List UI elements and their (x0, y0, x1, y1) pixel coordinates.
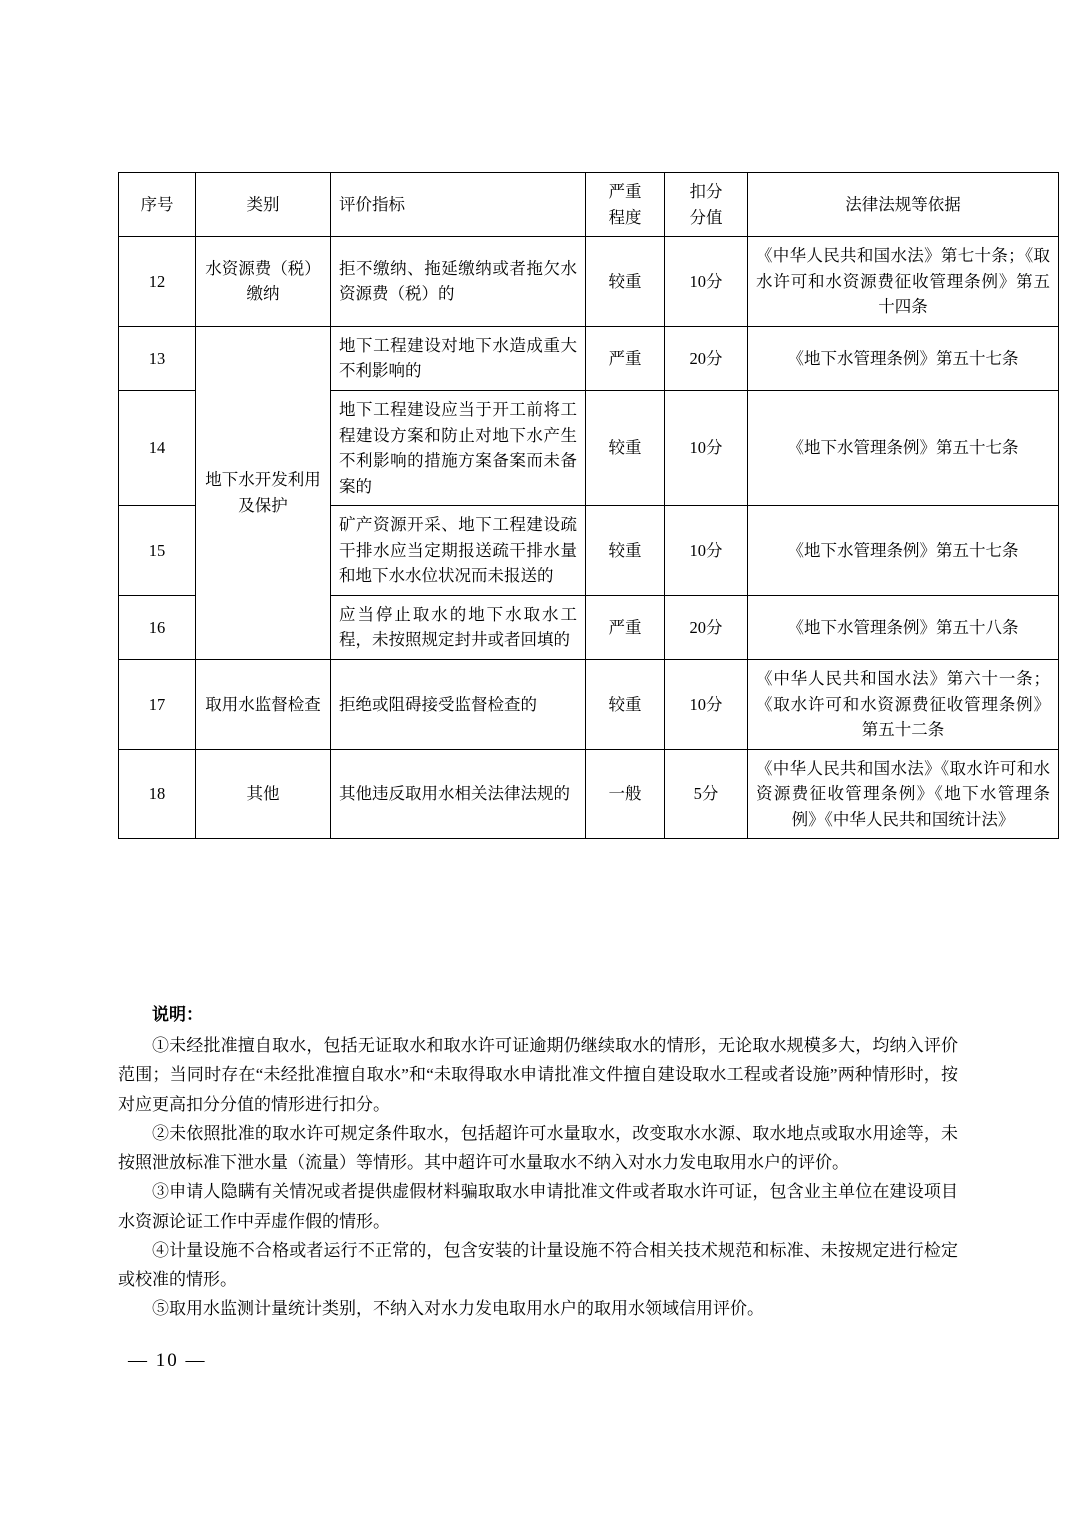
row-indicator: 拒绝或阻碍接受监督检查的 (331, 660, 586, 750)
note-item-3: ③申请人隐瞒有关情况或者提供虚假材料骗取取水申请批准文件或者取水许可证，包含业主单位在建设项目水资源论证工作中弄虚作假的情形。 (118, 1182, 958, 1231)
row-no: 12 (119, 237, 196, 327)
row-legal-basis: 《中华人民共和国水法》第七十条；《取水许可和水资源费征收管理条例》第五十四条 (748, 237, 1059, 327)
row-indicator: 地下工程建设应当于开工前将工程建设方案和防止对地下水产生不利影响的措施方案备案而未备案的 (331, 390, 586, 505)
header-score-line1: 扣分 (689, 182, 723, 201)
row-legal-basis: 《地下水管理条例》第五十七条 (748, 326, 1059, 390)
note-item-2: ②未依照批准的取水许可规定条件取水，包括超许可水量取水，改变取水水源、取水地点或取水用途等，未按照泄放标准下泄水量（流量）等情形。其中超许可水量取水不纳入对水力发电取用水户的评价。 (118, 1123, 958, 1173)
row-severity: 一般 (586, 749, 665, 839)
evaluation-table-wrapper (118, 172, 1050, 839)
row-no: 15 (119, 506, 196, 596)
note-item-5: ⑤取用水监测计量统计类别，不纳入对水力发电取用水户的取用水领域信用评价。 (152, 1299, 764, 1319)
row-score: 20分 (665, 595, 748, 659)
row-legal-basis: 《地下水管理条例》第五十八条 (748, 595, 1059, 659)
row-severity: 较重 (586, 506, 665, 596)
table-header-row (119, 173, 1059, 237)
row-no: 14 (119, 390, 196, 505)
note-item-1: ①未经批准擅自取水，包括无证取水和取水许可证逾期仍继续取水的情形，无论取水规模多大，均纳入评价范围；当同时存在“未经批准擅自取水”和“未取得取水申请批准文件擅自建设取水工程或者设施”两种情形时，按对应更高扣分分值的情形进行扣分。 (118, 1036, 958, 1114)
header-severity (586, 173, 665, 237)
header-score (665, 173, 748, 237)
page-number: — 10 — (128, 1350, 207, 1371)
row-indicator: 应当停止取水的地下水取水工程，未按照规定封井或者回填的 (331, 595, 586, 659)
row-no: 13 (119, 326, 196, 390)
table-row (119, 326, 1059, 390)
header-severity-line2: 程度 (608, 207, 642, 227)
row-legal-basis: 《地下水管理条例》第五十七条 (748, 506, 1059, 596)
row-score: 10分 (665, 390, 748, 505)
row-score: 20分 (665, 326, 748, 390)
row-category: 其他 (196, 749, 331, 839)
row-indicator: 矿产资源开采、地下工程建设疏干排水应当定期报送疏干排水量和地下水水位状况而未报送的 (331, 506, 586, 596)
table-body (119, 237, 1059, 839)
row-category: 水资源费（税）缴纳 (196, 237, 331, 327)
evaluation-table (118, 172, 1059, 839)
row-score: 5分 (665, 749, 748, 839)
row-score: 10分 (665, 237, 748, 327)
table-row (119, 237, 1059, 327)
row-indicator: 拒不缴纳、拖延缴纳或者拖欠水资源费（税）的 (331, 237, 586, 327)
header-severity-line1: 严重 (608, 182, 642, 201)
header-legal-basis: 法律法规等依据 (748, 173, 1059, 237)
row-no: 17 (119, 660, 196, 750)
row-legal-basis: 《中华人民共和国水法》第六十一条；《取水许可和水资源费征收管理条例》第五十二条 (748, 660, 1059, 750)
row-no: 16 (119, 595, 196, 659)
row-indicator: 地下工程建设对地下水造成重大不利影响的 (331, 326, 586, 390)
row-no: 18 (119, 749, 196, 839)
row-severity: 较重 (586, 660, 665, 750)
row-severity: 严重 (586, 326, 665, 390)
row-category: 取用水监督检查 (196, 660, 331, 750)
table-header (119, 173, 1059, 237)
row-score: 10分 (665, 660, 748, 750)
note-item-4: ④计量设施不合格或者运行不正常的，包含安装的计量设施不符合相关技术规范和标准、未按规定进行检定或校准的情形。 (118, 1240, 958, 1290)
header-category: 类别 (196, 173, 331, 237)
header-score-line2: 分值 (689, 207, 723, 227)
header-no: 序号 (119, 173, 196, 237)
row-score: 10分 (665, 506, 748, 596)
header-indicator: 评价指标 (331, 173, 586, 237)
table-row (119, 660, 1059, 750)
row-legal-basis: 《地下水管理条例》第五十七条 (748, 390, 1059, 505)
row-severity: 严重 (586, 595, 665, 659)
row-severity: 较重 (586, 237, 665, 327)
notes-title: 说明： (152, 1005, 203, 1024)
notes-section (118, 1000, 958, 1324)
row-indicator: 其他违反取用水相关法律法规的 (331, 749, 586, 839)
row-severity: 较重 (586, 390, 665, 505)
row-category: 地下水开发利用及保护 (196, 326, 331, 659)
table-row (119, 749, 1059, 839)
row-legal-basis: 《中华人民共和国水法》《取水许可和水资源费征收管理条例》《地下水管理条例》《中华人民共和国统计法》 (748, 749, 1059, 839)
